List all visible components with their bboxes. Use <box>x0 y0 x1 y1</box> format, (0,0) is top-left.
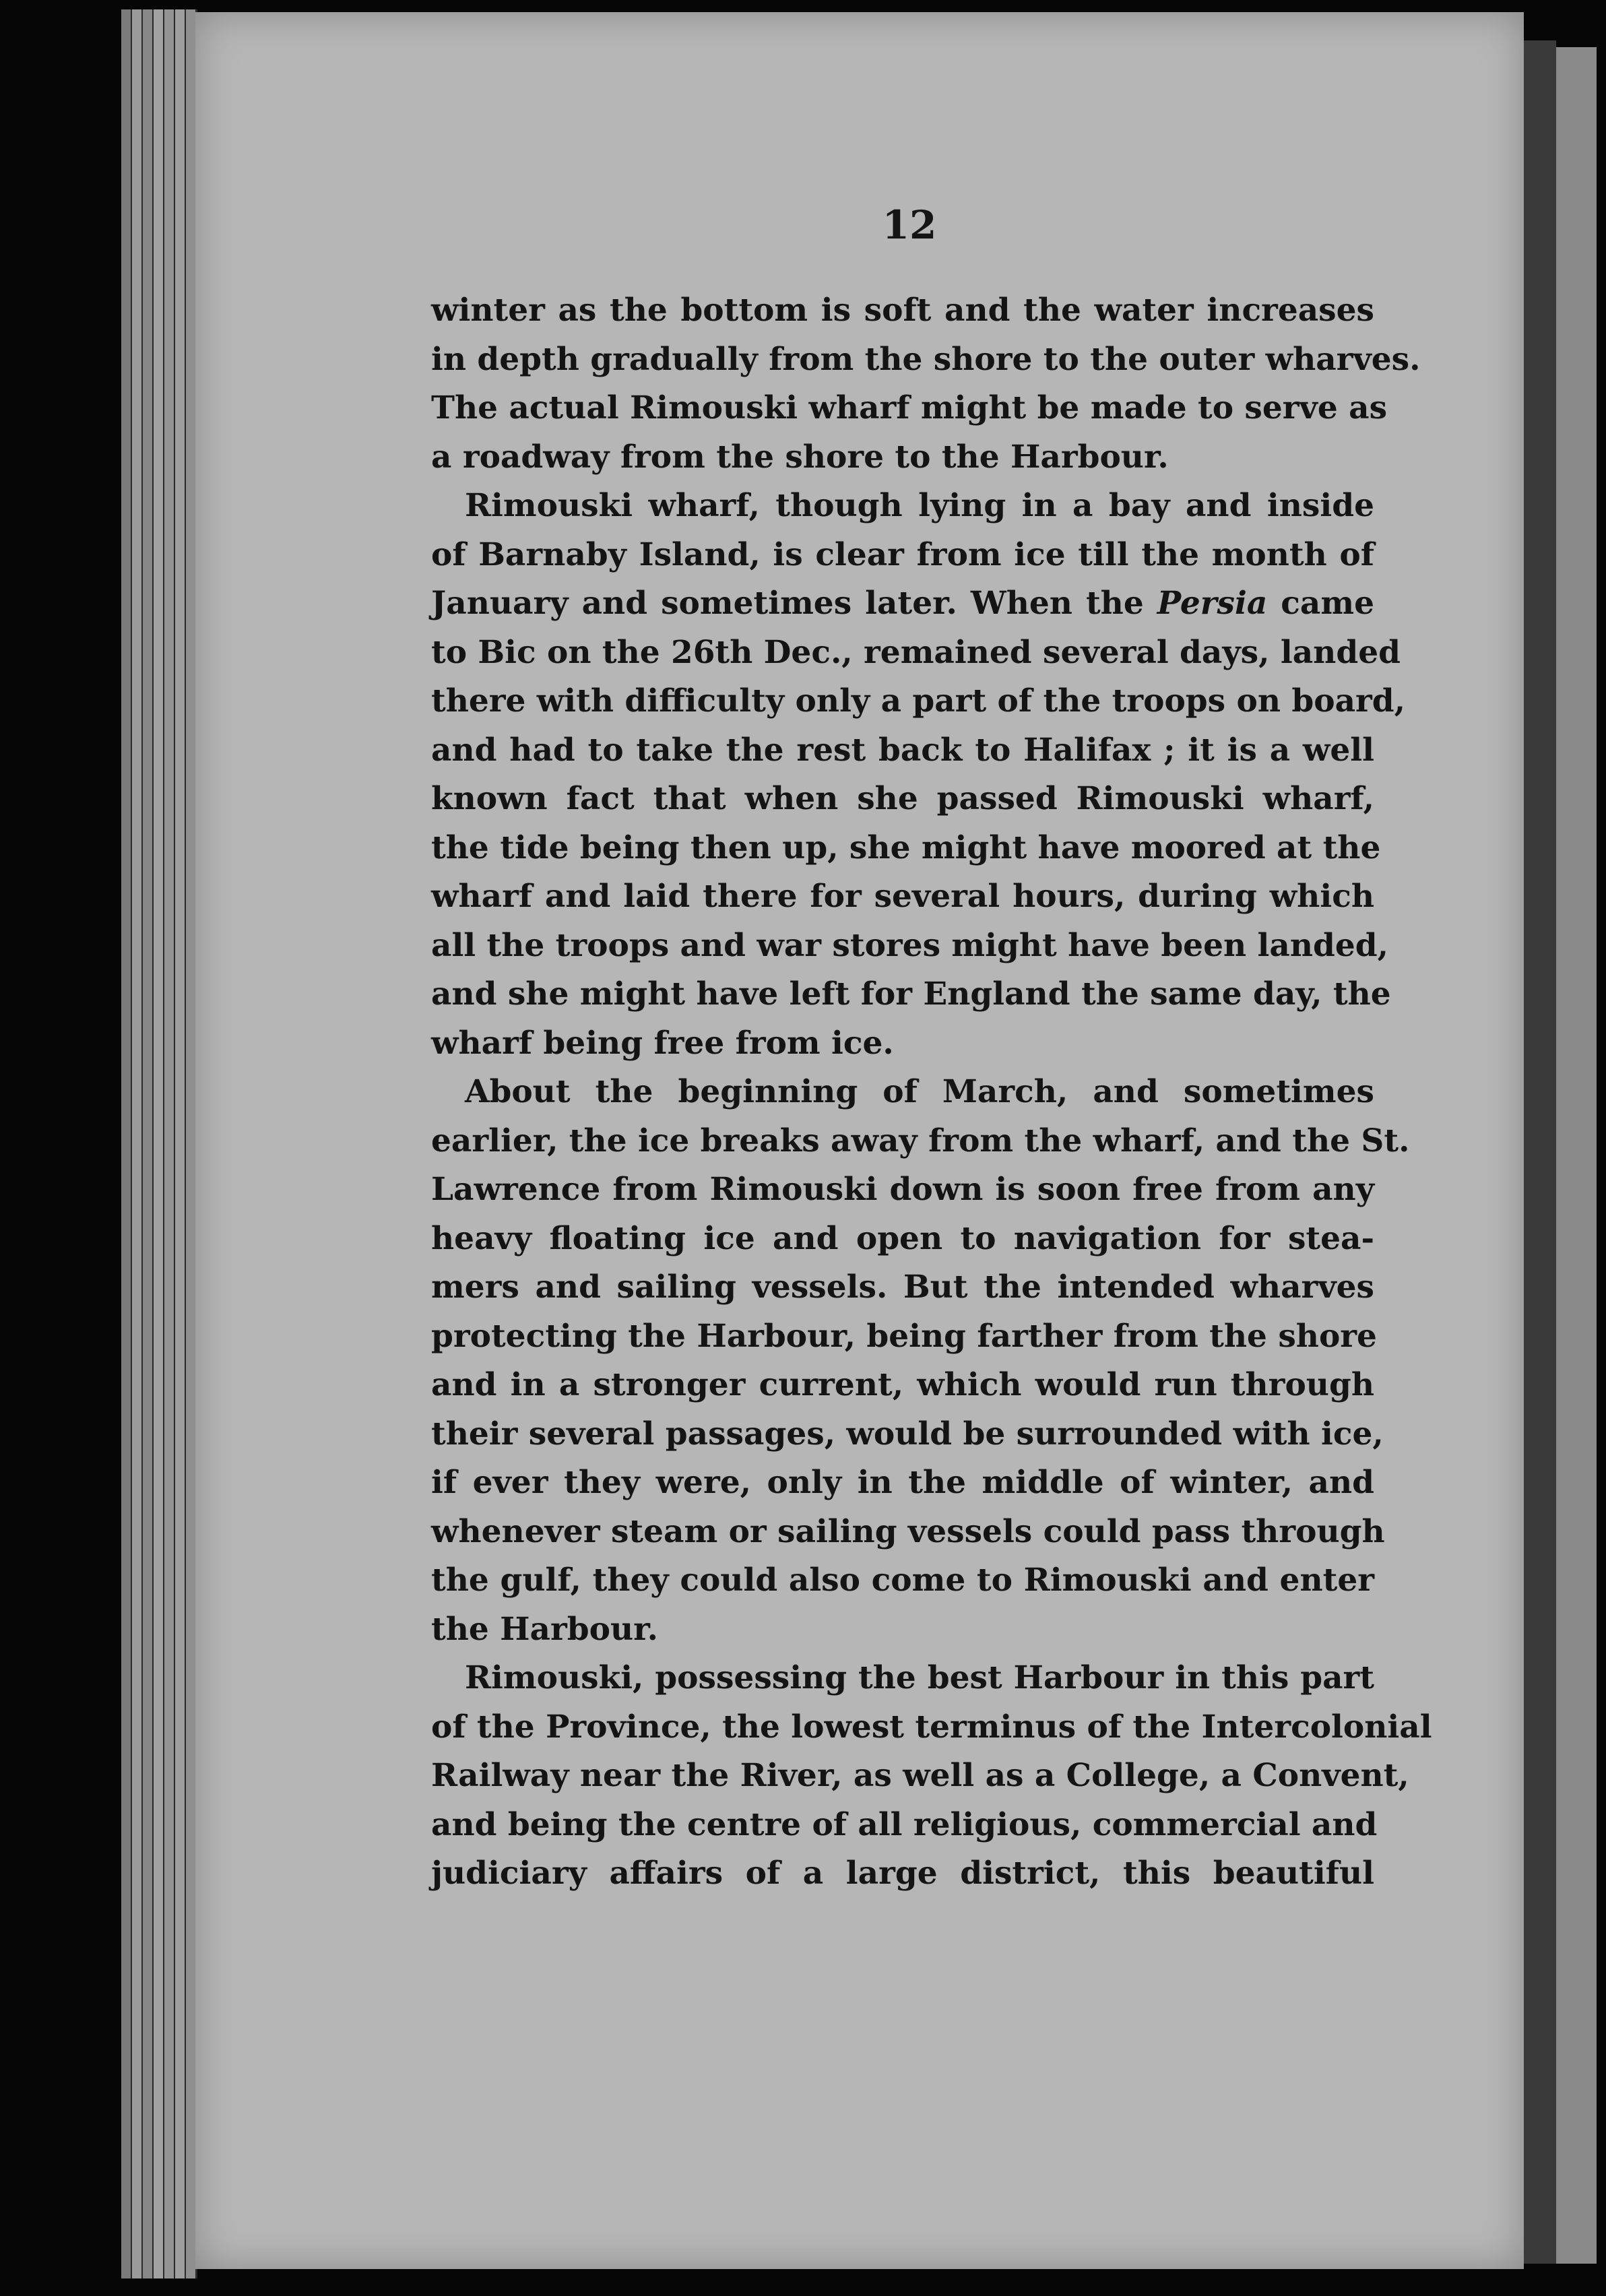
text-line: their several passages, would be surrounded with ice, <box>431 1415 1384 1453</box>
text-line: and had to take the rest back to Halifax ; it is a well <box>431 731 1374 769</box>
text-line: there with difficulty only a part of the troops on board, <box>431 682 1406 720</box>
book-gutter <box>1524 40 1556 2264</box>
text-line: the Harbour. <box>431 1610 658 1648</box>
text-line: in depth gradually from the shore to the outer wharves. <box>431 340 1421 378</box>
facing-page-edge <box>1556 47 1597 2264</box>
page-edge <box>175 9 187 2278</box>
text-line: all the troops and war stores might have been landed, <box>431 926 1388 964</box>
page-number: 12 <box>882 202 937 248</box>
body-text <box>431 286 1432 1899</box>
text-line: of Barnaby Island, is clear from ice till the month of <box>431 536 1374 573</box>
text-line: About the beginning of March, and sometimes <box>465 1073 1374 1110</box>
page-edge <box>143 9 154 2278</box>
text-line: and being the centre of all religious, commercial and <box>431 1806 1378 1843</box>
page-edge <box>164 9 176 2278</box>
ship-name: Persia <box>1157 585 1268 622</box>
text-line: Rimouski, possessing the best Harbour in this part <box>465 1659 1374 1696</box>
text-line: the gulf, they could also come to Rimouski and enter <box>431 1562 1374 1599</box>
text-line: Lawrence from Rimouski down is soon free from any <box>431 1171 1374 1208</box>
text-line: winter as the bottom is soft and the water increases <box>431 292 1374 329</box>
text-line: of the Province, the lowest terminus of the Intercolonial <box>431 1708 1432 1746</box>
text-line: heavy floating ice and open to navigation for stea- <box>431 1219 1374 1257</box>
text-line: the tide being then up, she might have moored at the <box>431 829 1381 866</box>
text-line: The actual Rimouski wharf might be made to serve as <box>431 389 1388 426</box>
text-line: Railway near the River, as well as a College, a Convent, <box>431 1757 1409 1794</box>
text-line: earlier, the ice breaks away from the wharf, and the St. <box>431 1122 1410 1159</box>
text-line: a roadway from the shore to the Harbour. <box>431 438 1169 476</box>
text-line: whenever steam or sailing vessels could pass through <box>431 1512 1385 1550</box>
page-edge <box>154 9 165 2278</box>
text-line: wharf being free from ice. <box>431 1024 894 1062</box>
text-line: to Bic on the 26th Dec., remained several days, landed <box>431 633 1401 671</box>
text-line: judiciary affairs of a large district, this beautiful <box>431 1855 1374 1892</box>
text-line: known fact that when she passed Rimouski wharf, <box>431 780 1374 817</box>
text-line: wharf and laid there for several hours, during which <box>431 878 1374 915</box>
text-line: Rimouski wharf, though lying in a bay and inside <box>465 487 1374 524</box>
page-edge <box>132 9 143 2278</box>
text-line: protecting the Harbour, being farther from the shore <box>431 1317 1377 1355</box>
text-line: January and sometimes later. When the Persia came <box>431 585 1374 622</box>
text-line: if ever they were, only in the middle of winter, and <box>431 1464 1374 1501</box>
text-line: mers and sailing vessels. But the intended wharves <box>431 1269 1374 1306</box>
page-edge <box>121 9 133 2278</box>
text-line: and in a stronger current, which would run through <box>431 1366 1374 1403</box>
text-line: and she might have left for England the same day, the <box>431 976 1391 1013</box>
